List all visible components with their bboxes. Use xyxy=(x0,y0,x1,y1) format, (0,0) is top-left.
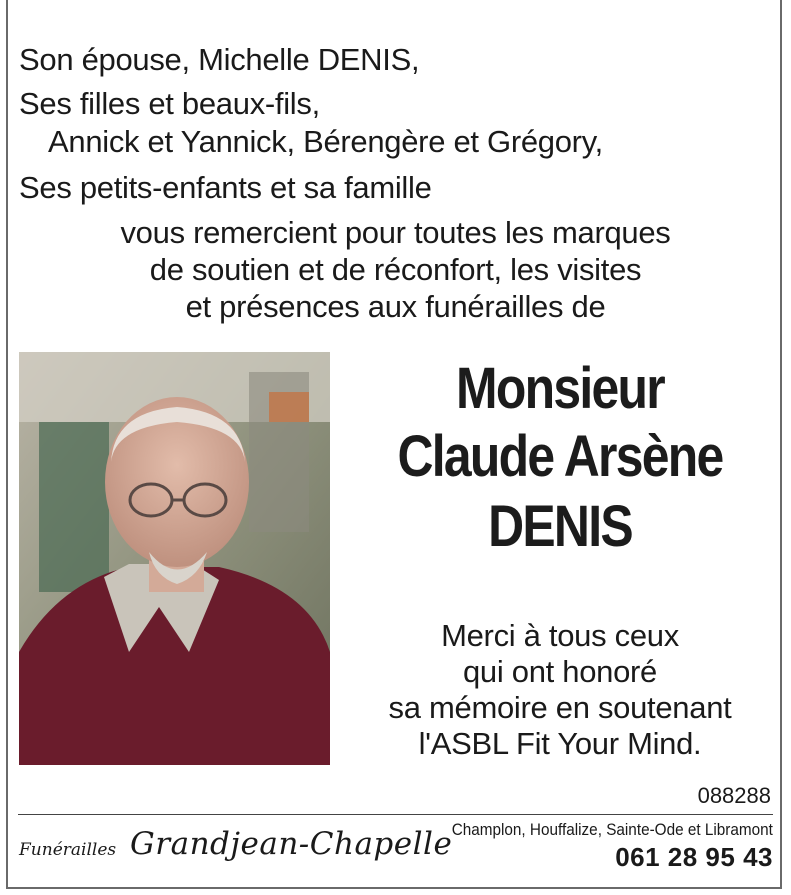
brand-prefix: Funérailles xyxy=(19,840,117,860)
family-line-2: Ses filles et beaux-fils, xyxy=(19,86,320,121)
family-line-1: Son épouse, Michelle DENIS, xyxy=(19,42,420,77)
footer-divider xyxy=(18,814,773,815)
portrait-illustration xyxy=(19,352,330,765)
thanks-line-3: et présences aux funérailles de xyxy=(185,289,606,324)
donation-line-1: Merci à tous ceux xyxy=(441,618,679,653)
portrait-photo xyxy=(19,352,330,765)
donation-line-2: qui ont honoré xyxy=(462,654,657,689)
family-line-4: Ses petits-enfants et sa famille xyxy=(19,170,432,205)
reference-number: 088288 xyxy=(697,783,771,808)
deceased-name: Claude Arsène xyxy=(397,424,723,489)
thanks-line-1: vous remercient pour toutes les marques xyxy=(120,215,671,250)
funeral-home-locations: Champlon, Houffalize, Sainte-Ode et Libramont xyxy=(451,820,773,839)
deceased-title: Monsieur xyxy=(456,356,664,421)
donation-line-3: sa mémoire en soutenant xyxy=(388,690,732,725)
deceased-surname: DENIS xyxy=(488,494,632,559)
phone-number: 061 28 95 43 xyxy=(615,842,773,872)
family-line-3: Annick et Yannick, Bérengère et Grégory, xyxy=(48,124,603,159)
donation-line-4: l'ASBL Fit Your Mind. xyxy=(418,726,702,761)
brand-name: Grandjean-Chapelle xyxy=(130,826,453,862)
thanks-line-2: de soutien et de réconfort, les visites xyxy=(149,252,642,287)
